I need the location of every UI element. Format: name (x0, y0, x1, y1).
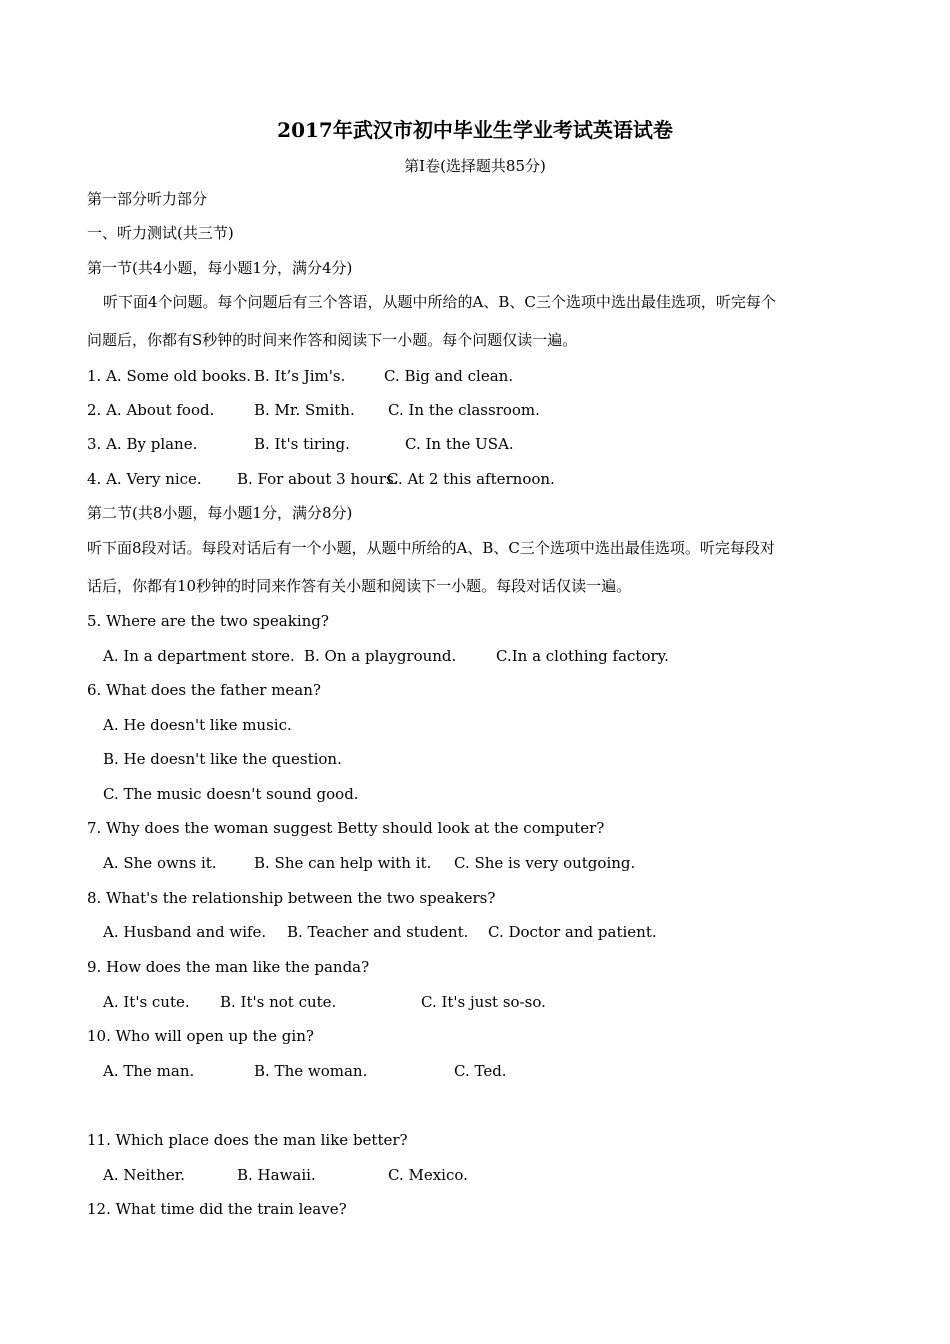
q2-option-c: C. In the classroom. (388, 401, 540, 419)
q8-options (103, 922, 843, 942)
question-2 (87, 400, 847, 420)
q5-options (103, 646, 843, 666)
q10-options (103, 1061, 843, 1081)
q4-option-b: B. For about 3 hours. (237, 470, 399, 488)
q3-option-a: 3. A. By plane. (87, 435, 198, 453)
q2-option-a: 2. A. About food. (87, 401, 215, 419)
q10-option-a: A. The man. (103, 1062, 195, 1080)
q6-option-a: A. He doesn't like music. (103, 716, 292, 734)
question-1 (87, 366, 847, 386)
q8-stem: 8. What's the relationship between the two speakers? (87, 889, 496, 907)
q7-options (103, 853, 843, 873)
q1-option-a: 1. A. Some old books. (87, 367, 252, 385)
question-4 (87, 469, 847, 489)
q10-option-c: C. Ted. (454, 1062, 507, 1080)
q7-option-c: C. She is very outgoing. (454, 854, 636, 872)
q5-option-a: A. In a department store. (103, 647, 295, 665)
q7-option-a: A. She owns it. (103, 854, 217, 872)
q10-option-b: B. The woman. (254, 1062, 368, 1080)
q6-option-b: B. He doesn't like the question. (103, 750, 342, 768)
q3-option-b: B. It's tiring. (254, 435, 350, 453)
q2-option-b: B. Mr. Smith. (254, 401, 355, 419)
q12-stem: 12. What time did the train leave? (87, 1200, 347, 1218)
q1-option-b: B. It’s Jim's. (254, 367, 346, 385)
q11-options (103, 1165, 843, 1185)
exam-title: 2017年武汉市初中毕业生学业考试英语试卷 (277, 118, 673, 142)
q8-option-c: C. Doctor and patient. (488, 923, 657, 941)
q7-option-b: B. She can help with it. (254, 854, 432, 872)
q1-option-c: C. Big and clean. (384, 367, 514, 385)
q7-stem: 7. Why does the woman suggest Betty should look at the computer? (87, 819, 605, 837)
q11-option-c: C. Mexico. (388, 1166, 468, 1184)
q6-option-c: C. The music doesn't sound good. (103, 785, 359, 803)
q9-option-a: A. It's cute. (103, 993, 190, 1011)
sec1-instruction-line1: 听下面4个问题。每个问题后有三个答语，从题中所给的A、B、C三个选项中选出最佳选项，听完每个 (103, 293, 776, 311)
q11-stem: 11. Which place does the man like better? (87, 1131, 408, 1149)
sec2-heading: 第二节(共8小题，每小题1分，满分8分) (87, 504, 353, 522)
q9-stem: 9. How does the man like the panda? (87, 958, 370, 976)
exam-subtitle: 第I卷(选择题共85分) (404, 157, 546, 175)
q8-option-b: B. Teacher and student. (287, 923, 469, 941)
sec1-heading: 第一节(共4小题，每小题1分，满分4分) (87, 259, 353, 277)
q5-option-b: B. On a playground. (304, 647, 457, 665)
q10-stem: 10. Who will open up the gin? (87, 1027, 314, 1045)
q4-option-c: C. At 2 this afternoon. (387, 470, 555, 488)
q11-option-b: B. Hawaii. (237, 1166, 316, 1184)
q5-stem: 5. Where are the two speaking? (87, 612, 329, 630)
section-heading: 一、听力测试(共三节) (87, 224, 234, 242)
part-heading: 第一部分听力部分 (87, 190, 208, 208)
q11-option-a: A. Neither. (103, 1166, 186, 1184)
q8-option-a: A. Husband and wife. (103, 923, 267, 941)
q5-option-c: C.In a clothing factory. (496, 647, 669, 665)
q9-options (103, 992, 843, 1012)
sec2-instruction-line2: 话后，你都有10秒钟的时同来作答有关小题和阅读下一小题。每段对话仅读一遍。 (87, 577, 632, 595)
q9-option-c: C. It's just so-so. (421, 993, 546, 1011)
q3-option-c: C. In the USA. (405, 435, 514, 453)
q6-stem: 6. What does the father mean? (87, 681, 321, 699)
sec2-instruction-line1: 听下面8段对话。每段对话后有一个小题，从题中所给的A、B、C三个选项中选出最佳选项。听完每段对 (87, 539, 775, 557)
q9-option-b: B. It's not cute. (220, 993, 337, 1011)
question-3 (87, 434, 847, 454)
sec1-instruction-line2: 问题后，你都有S秒钟的时间来作答和阅读下一小题。每个问题仅读一遍。 (87, 331, 578, 349)
q4-option-a: 4. A. Very nice. (87, 470, 202, 488)
